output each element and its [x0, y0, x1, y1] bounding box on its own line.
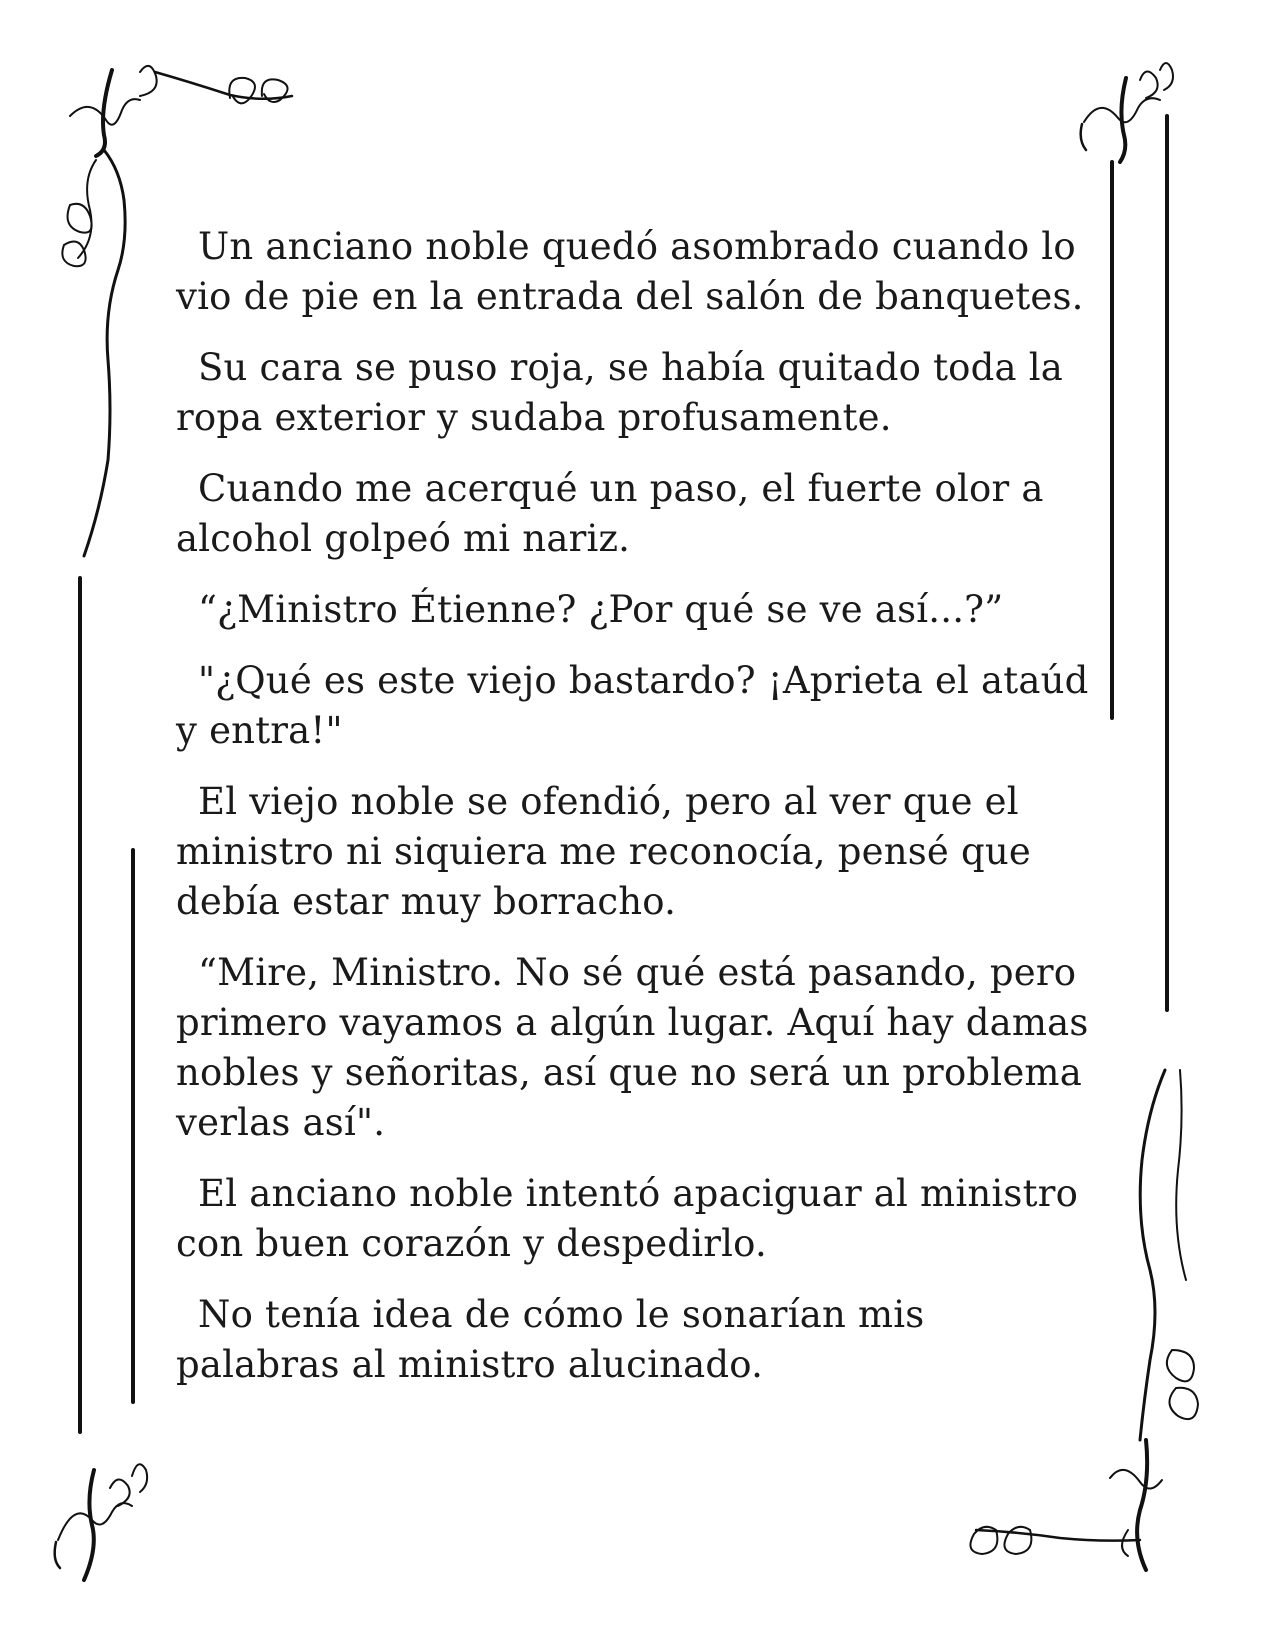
paragraph: “¿Ministro Étienne? ¿Por qué se ve así...?” — [198, 588, 1004, 631]
paragraph: El anciano noble intentó apaciguar al ministro con buen corazón y despedirlo. — [176, 1172, 1079, 1265]
paragraph: Su cara se puso roja, se había quitado toda la ropa exterior y sudaba profusamente. — [176, 346, 1064, 439]
paragraph: Cuando me acerqué un paso, el fuerte olor a alcohol golpeó mi nariz. — [176, 467, 1044, 560]
paragraph: "¿Qué es este viejo bastardo? ¡Aprieta el ataúd y entra!" — [176, 659, 1089, 752]
flourish-top-right-icon — [1081, 63, 1173, 162]
paragraph: No tenía idea de cómo le sonarían mis palabras al ministro alucinado. — [176, 1293, 925, 1386]
paragraph: Un anciano noble quedó asombrado cuando lo vio de pie en la entrada del salón de banquetes. — [176, 225, 1084, 318]
story-text — [176, 222, 1096, 1411]
paragraph: “Mire, Ministro. No sé qué está pasando, pero primero vayamos a algún lugar. Aquí hay damas nobles y señoritas, así que no será un problema verlas así". — [176, 951, 1089, 1144]
flourish-bottom-left-icon — [55, 1464, 147, 1580]
paragraph: El viejo noble se ofendió, pero al ver que el ministro ni siquiera me reconocía, pensé que debía estar muy borracho. — [176, 780, 1031, 923]
